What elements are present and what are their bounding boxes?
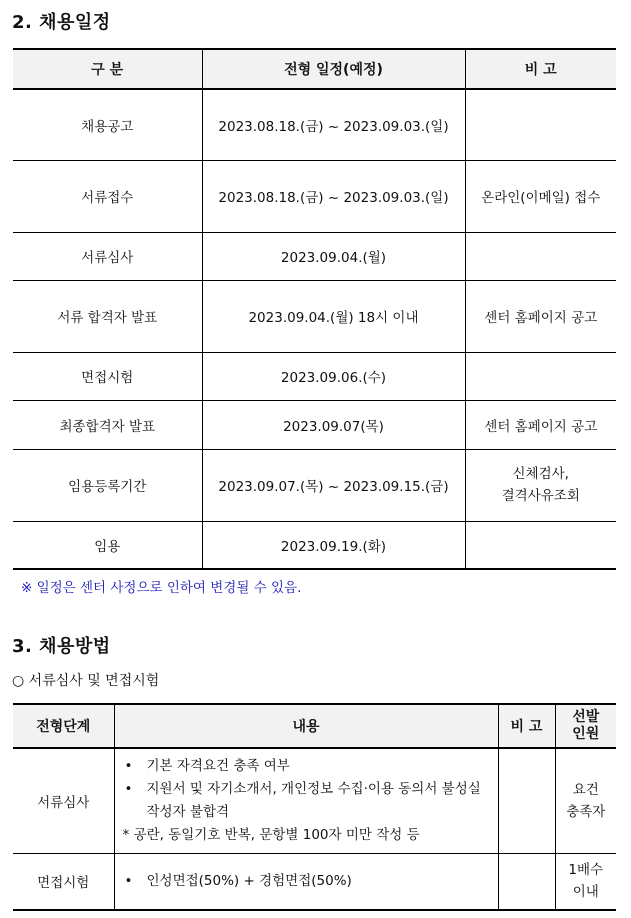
bullet-icon: •	[124, 781, 133, 797]
note-cell	[465, 521, 616, 569]
stage-cell: 최종합격자 발표	[13, 400, 202, 449]
method-header-row	[13, 704, 616, 748]
header-date: 전형 일정(예정)	[202, 49, 465, 89]
date-cell: 2023.09.04.(월) 18시 이내	[202, 280, 465, 352]
list-item: • 지원서 및 자기소개서, 개인정보 수집·이용 동의서 불성실 작성자 불합격	[121, 778, 492, 824]
section-title-schedule: 2. 채용일정	[12, 12, 111, 33]
header-stage: 구 분	[13, 49, 202, 89]
table-row	[13, 280, 616, 352]
note-cell: 온라인(이메일) 접수	[465, 160, 616, 232]
note-cell	[498, 854, 555, 910]
select-line: 1배수	[568, 862, 604, 879]
note-cell	[465, 89, 616, 160]
header-note: 비 고	[498, 704, 555, 748]
date-cell: 2023.09.07.(목) ~ 2023.09.15.(금)	[202, 449, 465, 521]
table-row	[13, 449, 616, 521]
content-cell	[114, 748, 498, 854]
date-cell: 2023.09.07(목)	[202, 400, 465, 449]
select-cell	[555, 748, 616, 854]
select-line: 충족자	[566, 804, 606, 820]
date-cell: 2023.09.19.(화)	[202, 521, 465, 569]
stage-cell: 면접시험	[13, 352, 202, 400]
schedule-header-row	[13, 49, 616, 89]
table-row	[13, 521, 616, 569]
note-cell	[465, 232, 616, 280]
header-content: 내용	[114, 704, 498, 748]
header-select-line: 인원	[572, 726, 600, 742]
header-stage: 전형단계	[13, 704, 114, 748]
stage-cell: 채용공고	[13, 89, 202, 160]
table-row	[13, 232, 616, 280]
note-cell	[465, 352, 616, 400]
method-item: ○ 서류심사 및 면접시험	[12, 673, 160, 689]
select-line: 요건	[572, 782, 599, 798]
stage-cell: 서류 합격자 발표	[13, 280, 202, 352]
content-cell	[114, 854, 498, 910]
stage-cell: 서류심사	[13, 748, 114, 854]
note-cell	[498, 748, 555, 854]
date-cell: 2023.08.18.(금) ~ 2023.09.03.(일)	[202, 160, 465, 232]
table-row	[13, 748, 616, 854]
select-cell	[555, 854, 616, 910]
note-cell	[465, 449, 616, 521]
table-row	[13, 89, 616, 160]
list-item: • 기본 자격요건 충족 여부	[121, 755, 492, 778]
note-line: 신체검사,	[512, 466, 569, 482]
note-cell: 센터 홈페이지 공고	[465, 280, 616, 352]
stage-cell: 임용등록기간	[13, 449, 202, 521]
date-cell: 2023.09.04.(월)	[202, 232, 465, 280]
note-line: 결격사유조회	[501, 488, 580, 504]
table-row	[13, 352, 616, 400]
table-row	[13, 160, 616, 232]
select-line: 이내	[572, 884, 599, 901]
header-select	[555, 704, 616, 748]
list-item: • 인성면접(50%) + 경험면접(50%)	[121, 870, 492, 893]
date-cell: 2023.09.06.(수)	[202, 352, 465, 400]
schedule-table	[13, 48, 616, 570]
stage-cell: 임용	[13, 521, 202, 569]
header-note: 비 고	[465, 49, 616, 89]
section-title-method: 3. 채용방법	[12, 636, 111, 657]
date-cell: 2023.08.18.(금) ~ 2023.09.03.(일)	[202, 89, 465, 160]
schedule-footnote: ※ 일정은 센터 사정으로 인하여 변경될 수 있음.	[21, 580, 302, 596]
method-table	[13, 703, 616, 911]
note-cell: 센터 홈페이지 공고	[465, 400, 616, 449]
bullet-icon: •	[124, 872, 133, 889]
bullet-icon: •	[124, 758, 133, 774]
stage-cell: 서류심사	[13, 232, 202, 280]
header-select-line: 선발	[572, 709, 600, 725]
stage-cell: 서류접수	[13, 160, 202, 232]
table-row	[13, 854, 616, 910]
extra-note: * 공란, 동일기호 반복, 문항별 100자 미만 작성 등	[122, 827, 420, 843]
table-row	[13, 400, 616, 449]
stage-cell: 면접시험	[13, 854, 114, 910]
